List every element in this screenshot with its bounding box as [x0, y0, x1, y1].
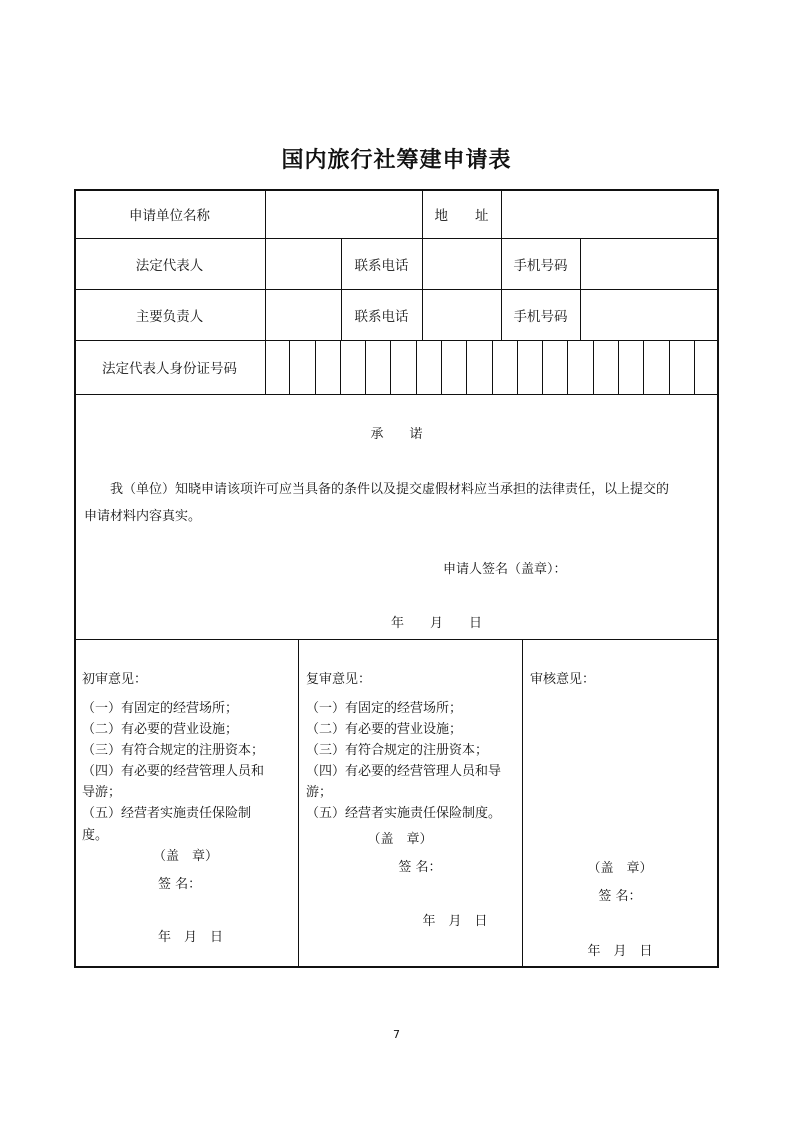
label-mobile-2: 手机号码 [513, 308, 568, 325]
initial-item: 导游； [82, 785, 122, 800]
initial-sign: 签 名： [158, 877, 202, 892]
second-seal: （盖 章） [367, 832, 433, 847]
legal-rep-phone-field[interactable] [422, 238, 501, 289]
principal-phone-field[interactable] [422, 289, 501, 340]
second-item: （五）经营者实施责任保险制度。 [306, 806, 502, 821]
address-field[interactable] [501, 189, 719, 238]
label-mobile: 手机号码 [513, 257, 568, 274]
label-principal: 主要负责人 [135, 308, 204, 325]
initial-review-title: 初审意见： [82, 672, 148, 687]
label-legal-rep: 法定代表人 [135, 257, 204, 274]
initial-item: （四）有必要的经营管理人员和 [82, 764, 265, 779]
promise-heading: 承 诺 [370, 427, 423, 442]
label-phone-2: 联系电话 [354, 308, 409, 325]
label-address: 地 址 [434, 207, 489, 224]
principal-field[interactable] [265, 289, 341, 340]
initial-item: （一）有固定的经营场所； [82, 701, 239, 716]
initial-item: （二）有必要的营业设施； [82, 722, 239, 737]
second-date: 年 月 日 [422, 914, 488, 929]
promise-date: 年 月 日 [391, 616, 483, 631]
audit-review-title: 审核意见： [530, 672, 596, 687]
label-id-number: 法定代表人身份证号码 [102, 361, 237, 377]
promise-body-2: 申请材料内容真实。 [84, 509, 202, 524]
second-item: （四）有必要的经营管理人员和导 [306, 764, 502, 779]
initial-item: 度。 [82, 828, 109, 843]
second-item: （一）有固定的经营场所； [306, 701, 463, 716]
label-applicant-name: 申请单位名称 [129, 207, 210, 224]
initial-item: （五）经营者实施责任保险制 [82, 806, 252, 821]
applicant-signature-label: 申请人签名（盖章）： [443, 562, 567, 577]
audit-date: 年 月 日 [587, 944, 653, 959]
initial-seal: （盖 章） [153, 849, 219, 864]
id-number-cells[interactable] [265, 340, 719, 394]
applicant-name-field[interactable] [265, 189, 422, 238]
page-title: 国内旅行社筹建申请表 [281, 148, 512, 173]
audit-sign: 签 名： [598, 889, 642, 904]
audit-seal: （盖 章） [587, 861, 653, 876]
label-phone: 联系电话 [354, 257, 409, 274]
second-review-title: 复审意见： [306, 672, 372, 687]
initial-date: 年 月 日 [158, 930, 224, 945]
second-sign: 签 名： [398, 860, 442, 875]
principal-mobile-field[interactable] [580, 289, 719, 340]
legal-rep-mobile-field[interactable] [580, 238, 719, 289]
second-item: （三）有符合规定的注册资本； [306, 743, 489, 758]
page-number: 7 [393, 1028, 400, 1041]
second-item: 游； [306, 785, 333, 800]
second-item: （二）有必要的营业设施； [306, 722, 463, 737]
initial-item: （三）有符合规定的注册资本； [82, 743, 265, 758]
promise-body-1: 我（单位）知晓申请该项许可应当具备的条件以及提交虚假材料应当承担的法律责任，以上提交的 [110, 482, 670, 497]
legal-rep-field[interactable] [265, 238, 341, 289]
